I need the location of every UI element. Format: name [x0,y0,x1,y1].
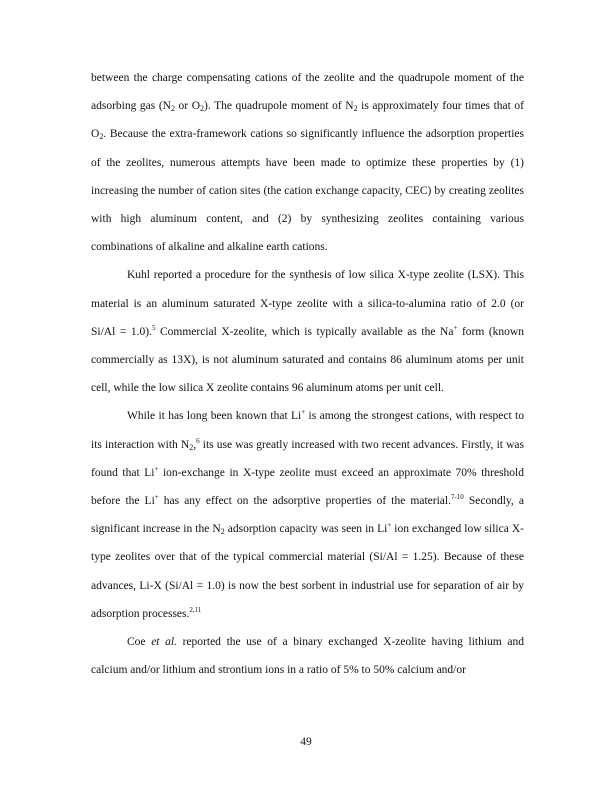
body-text [91,64,524,684]
page-number: 49 [300,736,312,748]
paragraph-2: Kuhl reported a procedure for the synthesis of low silica X-type zeolite (LSX). This material is an aluminum saturated X-type zeolite with a silica-to-alumina ratio of 2.0 (or Si/Al = 1.0).$^5$ Commercial X-zeolite, which is typically available as the Na+ form (known commercially as 13X), is not aluminum saturated and contains 86 aluminum atoms per unit cell, while the low silica X zeolite contains 96 aluminum atoms per unit cell. [91,269,524,395]
paragraph-3: While it has long been known that Li+ is among the strongest cations, with respect to its interaction with $N_2,^6$ its use was greatly increased with two recent advances. Firstly, it was found that Li+ ion-exchange in X-type zeolite must exceed an approximate 70% threshold before the Li+ has any effect on the adsorptive properties of the material.$^{7-10}$ Secondly, a significant increase in the $N_2$ adsorption capacity was seen in Li+ ion exchanged low silica X-type zeolites over that of the typical commercial material (Si/Al = 1.25). Because of these advances, Li-X (Si/Al = 1.0) is now the best sorbent in industrial use for separation of air by adsorption processes.$^{2,11}$ [91,408,525,620]
citation: 2,11 [189,605,202,614]
citation: 5 [151,323,156,332]
paragraph-4: Coe et al. reported the use of a binary exchanged X-zeolite having lithium and calcium and/or lithium and strontium ions in a ratio of 5% to 50% calcium and/or [91,636,524,677]
citation: 6 [196,436,200,445]
paragraph-1: between the charge compensating cations of the zeolite and the quadrupole moment of the adsorbing gas ($N_2$ or $O_2$). The quadrupole moment of $N_2$ is approximately four times that of $O_2$. Because the extra-framework cations so significantly influence the adsorption properties of the zeolites, numerous attempts have been made to optimize these properties by (1) increasing the number of cation sites (the cation exchange capacity, CEC) by creating zeolites with high aluminum content, and (2) by synthesizing zeolites containing various combinations of alkaline and alkaline earth cations. [91,72,524,254]
citation: 7-10 [450,493,464,502]
